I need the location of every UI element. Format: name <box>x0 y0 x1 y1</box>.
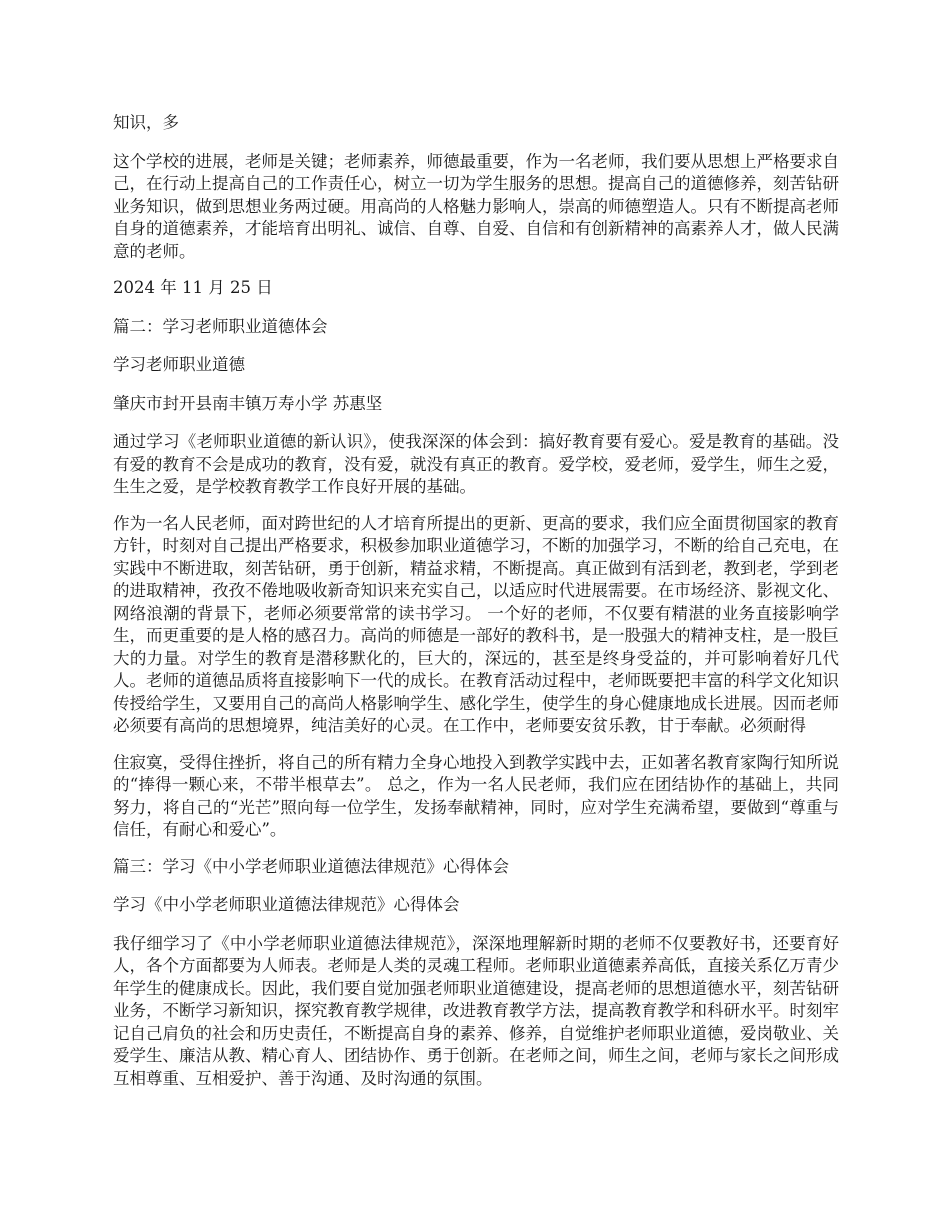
section-heading-part-three: 篇三：学习《中小学老师职业道德法律规范》心得体会 <box>113 856 509 876</box>
paragraph-teacher-role: 作为一名人民老师，面对跨世纪的人才培育所提出的更新、更高的要求，我们应全面贯彻国家的教育方针，时刻对自己提出严格要求，积极参加职业道德学习，不断的加强学习，不断的给自己充电，在实践中不断进取，刻苦钻研，勇于创新，精益求精，不断提高。真正做到有活到老，教到老，学到老的进取精神，孜孜不倦地吸收新奇知识来充实自己，以适应时代进展需要。在市场经济、影视文化、网络浪潮的背景下，老师必须要常常的读书学习。 一个好的老师，不仅要有精湛的业务直接影响学生，而更重要的是人格的感召力。高尚的师德是一部好的教科书，是一股强大的精神支柱，是一股巨大的力量。对学生的教育是潜移默化的，巨大的，深远的，甚至是终身受益的，并可影响着好几代人。老师的道德品质将直接影响下一代的成长。在教育活动过程中，老师既要把丰富的科学文化知识传授给学生，又要用自己的高尚人格影响学生、感化学生，使学生的身心健康地成长进展。因而老师必须要有高尚的思想境界，纯洁美好的心灵。在工作中，老师要安贫乐教，甘于奉献。必须耐得 <box>113 513 839 735</box>
article-title: 学习老师职业道德 <box>113 355 245 374</box>
document-page <box>113 112 839 1104</box>
author-line: 肇庆市封开县南丰镇万寿小学 苏惠坚 <box>113 393 383 413</box>
article-title-part-three: 学习《中小学老师职业道德法律规范》心得体会 <box>113 895 460 914</box>
date-line: 2024 年 11 月 25 日 <box>113 278 273 297</box>
paragraph-love-education: 通过学习《老师职业道德的新认识》，使我深深的体会到：搞好教育要有爱心。爱是教育的基础。没有爱的教育不会是成功的教育，没有爱，就没有真正的教育。爱学校，爱老师，爱学生，师生之爱，生生之爱，是学校教育教学工作良好开展的基础。 <box>113 432 839 496</box>
paragraph-fragment: 知识，多 <box>113 113 179 132</box>
section-heading-part-two: 篇二：学习老师职业道德体会 <box>113 316 328 336</box>
paragraph-school-development: 这个学校的进展，老师是关键；老师素养，师德最重要，作为一名老师，我们要从思想上严格要求自己，在行动上提高自己的工作责任心，树立一切为学生服务的思想。提高自己的道德修养，刻苦钻研业务知识，做到思想业务两过硬。用高尚的人格魅力影响人，崇高的师德塑造人。只有不断提高老师自身的道德素养，才能培育出明礼、诚信、自尊、自爱、自信和有创新精神的高素养人才，做人民满意的老师。 <box>113 151 839 261</box>
paragraph-ethics-code: 我仔细学习了《中小学老师职业道德法律规范》，深深地理解新时期的老师不仅要教好书，还要育好人，各个方面都要为人师表。老师是人类的灵魂工程师。老师职业道德素养高低，直接关系亿万青少年学生的健康成长。因此，我们要自觉加强老师职业道德建设，提高老师的思想道德水平，刻苦钻研业务，不断学习新知识，探究教育教学规律，改进教育教学方法，提高教育教学和科研水平。时刻牢记自己肩负的社会和历史责任，不断提高自身的素养、修养，自觉维护老师职业道德，爱岗敬业、关爱学生、廉洁从教、精心育人、团结协作、勇于创新。在老师之间，师生之间，老师与家长之间形成互相尊重、互相爱护、善于沟通、及时沟通的氛围。 <box>113 933 839 1088</box>
paragraph-dedication: 住寂寞，受得住挫折，将自己的所有精力全身心地投入到教学实践中去，正如著名教育家陶行知所说的“捧得一颗心来，不带半根草去”。 总之，作为一名人民老师，我们应在团结协作的基础上，共同努力，将自己的“光芒”照向每一位学生，发扬奉献精神，同时，应对学生充满希望，要做到“尊重与信任，有耐心和爱心”。 <box>113 752 839 839</box>
